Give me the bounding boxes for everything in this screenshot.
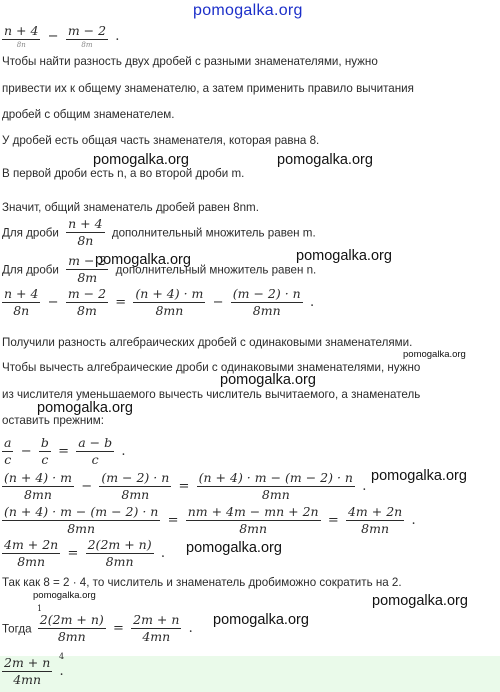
- fraction-numerator: 2(2m + n): [38, 613, 106, 629]
- watermark-label: pomogalka.org: [37, 400, 133, 416]
- fraction-numerator: b: [39, 436, 51, 452]
- fraction-denominator: 8mn: [121, 487, 150, 503]
- fraction-denominator: c: [4, 452, 12, 468]
- fraction-denominator: c: [91, 452, 99, 468]
- minus-sign: −: [47, 295, 59, 311]
- fraction: [99, 471, 171, 503]
- fraction-numerator: a: [2, 436, 13, 452]
- fraction-numerator: n + 4: [2, 287, 40, 303]
- fraction: [186, 505, 321, 537]
- equals-sign: =: [167, 513, 179, 529]
- fraction: [197, 471, 355, 503]
- fraction-numerator: n + 4: [2, 24, 40, 40]
- paragraph-line: из числителя уменьшаемого вычесть числитель вычитаемого, а знаменатель: [2, 388, 421, 401]
- fraction: [2, 538, 60, 570]
- equals-sign: =: [178, 479, 190, 495]
- fraction-numerator: m − 2: [66, 254, 108, 270]
- fraction-denominator: 8n: [13, 303, 30, 319]
- problem-fraction-1: [2, 24, 40, 49]
- fraction-numerator: (m − 2) · n: [231, 287, 303, 303]
- minus-sign: −: [20, 444, 32, 460]
- answer-highlight: [0, 656, 500, 692]
- minus-sign: −: [212, 295, 224, 311]
- paragraph-line: В первой дроби есть n, а во второй дроби m.: [2, 167, 245, 180]
- equation-step-4: [2, 538, 169, 570]
- fraction: [133, 287, 205, 319]
- fraction-denominator: 8m: [77, 270, 98, 286]
- watermark-label: pomogalka.org: [213, 612, 309, 628]
- watermark-label: pomogalka.org: [93, 152, 189, 168]
- equation-step-3: [2, 505, 420, 537]
- text-label: Тогда: [2, 622, 32, 636]
- paragraph-line: У дробей есть общая часть знаменателя, которая равна 8.: [2, 134, 320, 147]
- fraction-denominator: 8mn: [252, 303, 281, 319]
- fraction-numerator: (n + 4) · m − (m − 2) · n: [2, 505, 160, 521]
- fraction: [2, 656, 52, 688]
- fraction-numerator: n + 4: [66, 217, 104, 233]
- period: .: [362, 479, 367, 495]
- fraction-numerator: (m − 2) · n: [99, 471, 171, 487]
- watermark-label: pomogalka.org: [220, 372, 316, 388]
- fraction: [2, 471, 74, 503]
- fraction-denominator: 8mn: [57, 629, 86, 645]
- fraction: [2, 287, 40, 319]
- minus-sign: −: [81, 479, 93, 495]
- cancel-mark: 4: [59, 652, 65, 661]
- cancel-mark: 1: [37, 604, 43, 613]
- text-label: дополнительный множитель равен m.: [111, 226, 316, 240]
- equation-step-5: [2, 613, 197, 645]
- equals-sign: =: [113, 621, 124, 637]
- watermark-label: pomogalka.org: [296, 248, 392, 264]
- watermark-label: pomogalka.org: [186, 540, 282, 556]
- fraction: [66, 287, 108, 319]
- fraction-numerator: (n + 4) · m − (m − 2) · n: [197, 471, 355, 487]
- text-label: Для дроби: [2, 263, 59, 277]
- watermark-label: pomogalka.org: [403, 349, 466, 360]
- fraction-denominator: 8mn: [67, 521, 96, 537]
- additional-factor-line-1: [2, 217, 316, 249]
- fraction-denominator: 4mn: [142, 629, 171, 645]
- paragraph-line: оставить прежним:: [2, 414, 104, 427]
- fraction: [66, 217, 104, 249]
- fraction-denominator: 8mn: [261, 487, 290, 503]
- fraction: [39, 436, 51, 468]
- paragraph-line: привести их к общему знаменателю, а затем применить правило вычитания: [2, 82, 414, 95]
- equals-sign: =: [327, 513, 339, 529]
- fraction-denominator: 8m: [77, 303, 97, 319]
- period: .: [115, 29, 120, 45]
- equation-step-2: [2, 471, 370, 503]
- period: .: [309, 295, 315, 311]
- watermark-label: pomogalka.org: [371, 468, 467, 484]
- equation-step-1: [2, 287, 318, 319]
- fraction: [346, 505, 404, 537]
- fraction-numerator: 4m + 2n: [2, 538, 60, 554]
- fraction-numerator: a − b: [76, 436, 114, 452]
- fraction: [76, 436, 114, 468]
- fraction: [131, 613, 181, 645]
- fraction-denominator: 8mn: [239, 521, 268, 537]
- watermark-label: pomogalka.org: [33, 590, 96, 601]
- fraction-numerator: m − 2: [66, 24, 108, 40]
- fraction-numerator: 2m + n: [2, 656, 52, 672]
- fraction-denominator: 8mn: [361, 521, 390, 537]
- fraction-numerator: 2(2m + n): [86, 538, 154, 554]
- fraction: [38, 613, 106, 645]
- fraction-denominator: 8mn: [17, 554, 46, 570]
- paragraph-line: Чтобы найти разность двух дробей с разными знаменателями, нужно: [2, 55, 378, 68]
- equals-sign: =: [115, 295, 127, 311]
- equals-sign: =: [67, 546, 79, 562]
- problem-expression: [2, 24, 123, 49]
- text-label: Для дроби: [2, 226, 59, 240]
- watermark-label: pomogalka.org: [95, 252, 191, 268]
- fraction: [66, 254, 108, 286]
- text-label: дополнительный множитель равен n.: [115, 263, 317, 277]
- period: .: [121, 444, 126, 460]
- paragraph-line: Чтобы вычесть алгебраические дроби с одинаковыми знаменателями, нужно: [2, 361, 421, 374]
- fraction-denominator: 8n: [77, 233, 94, 249]
- period: .: [160, 546, 165, 562]
- paragraph-line: Значит, общий знаменатель дробей равен 8nm.: [2, 201, 259, 214]
- fraction-denominator: 8mn: [24, 487, 52, 503]
- final-answer: [2, 656, 68, 688]
- minus-sign: −: [47, 29, 59, 45]
- problem-fraction-2: [66, 24, 108, 49]
- watermark-header: pomogalka.org: [193, 2, 303, 19]
- additional-factor-line-2: [2, 254, 316, 286]
- fraction-denominator: c: [41, 452, 49, 468]
- fraction-numerator: 2m + n: [131, 613, 181, 629]
- fraction-numerator: m − 2: [66, 287, 108, 303]
- fraction-denominator: 8m: [81, 41, 93, 50]
- watermark-label: pomogalka.org: [372, 593, 468, 609]
- period: .: [59, 664, 64, 680]
- subtraction-rule: [2, 436, 129, 468]
- paragraph-line: Получили разность алгебраических дробей с одинаковыми знаменателями.: [2, 336, 413, 349]
- equals-sign: =: [58, 444, 69, 460]
- fraction-denominator: 8mn: [155, 303, 184, 319]
- fraction: [2, 436, 13, 468]
- paragraph-line: дробей с общим знаменателем.: [2, 108, 175, 121]
- period: .: [411, 513, 416, 529]
- fraction-numerator: (n + 4) · m: [133, 287, 205, 303]
- fraction-numerator: (n + 4) · m: [2, 471, 74, 487]
- fraction: [2, 505, 160, 537]
- fraction-numerator: 4m + 2n: [346, 505, 404, 521]
- fraction: [86, 538, 154, 570]
- paragraph-line: Так как 8 = 2 · 4, то числитель и знаменатель дробиможно сократить на 2.: [2, 576, 402, 589]
- fraction-denominator: 8mn: [105, 554, 134, 570]
- fraction: [231, 287, 303, 319]
- fraction-numerator: nm + 4m − mn + 2n: [186, 505, 321, 521]
- period: .: [188, 621, 193, 637]
- fraction-denominator: 4mn: [13, 672, 42, 688]
- fraction-denominator: 8n: [16, 41, 26, 50]
- watermark-label: pomogalka.org: [277, 152, 373, 168]
